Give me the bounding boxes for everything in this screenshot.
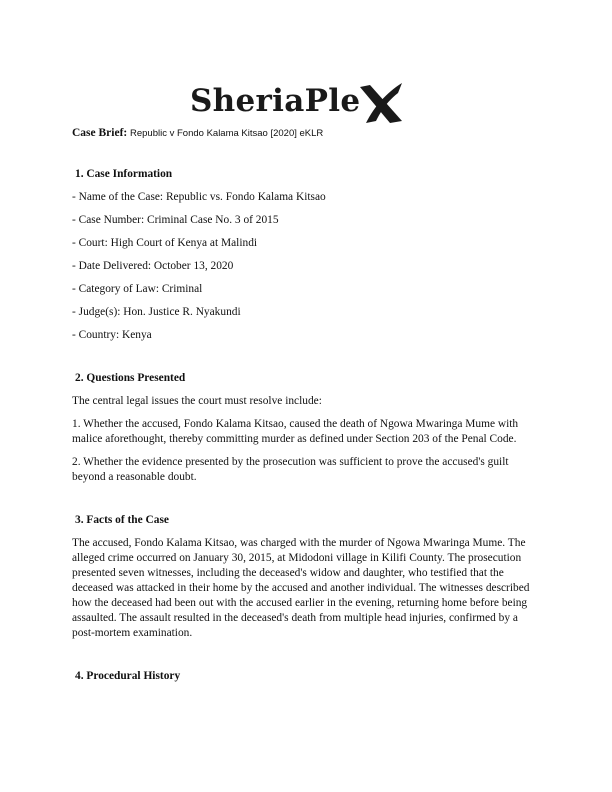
info-case-number: - Case Number: Criminal Case No. 3 of 2015 [72,214,279,226]
facts-body: The accused, Fondo Kalama Kitsao, was charged with the murder of Ngowa Mwaringa Mume. The alleged crime occurred on January 30, 2015, at Midodoni village in Kilifi County. The prosecution presented seven witnesses, including the deceased's widow and daughter, who testified that the deceased was attacked in their home by the accused and another individual. The witnesses described how the deceased had been out with the accused earlier in the evening, returning home before being assaulted. The assault resulted in the deceased's death from multiple head injuries, confirmed by a post-mortem examination. [72,537,530,639]
section-heading: 2. Questions Presented [75,372,186,384]
x-mark-icon [358,81,404,125]
info-case-name: - Name of the Case: Republic vs. Fondo Kalama Kitsao [72,191,326,203]
info-judges: - Judge(s): Hon. Justice R. Nyakundi [72,306,241,318]
section-heading: 1. Case Information [75,168,173,180]
case-brief-title: Republic v Fondo Kalama Kitsao [2020] eKLR [130,128,324,139]
logo-wordmark: SheriaPle [190,83,361,119]
question-item: 1. Whether the accused, Fondo Kalama Kitsao, caused the death of Ngowa Mwaringa Mume with malice aforethought, thereby committing murder as defined under Section 203 of the Penal Code. [72,418,519,445]
document-content [72,167,542,692]
info-court: - Court: High Court of Kenya at Malindi [72,237,258,249]
section-questions-presented [72,371,542,485]
sheriaplex-logo [190,76,404,126]
section-procedural-history [72,669,542,684]
info-category: - Category of Law: Criminal [72,283,203,295]
question-item: 2. Whether the evidence presented by the prosecution was sufficient to prove the accused's guilt beyond a reasonable doubt. [72,456,509,483]
questions-intro: The central legal issues the court must resolve include: [72,395,322,407]
section-facts [72,513,542,641]
case-brief-line [72,127,323,139]
section-heading: 4. Procedural History [75,670,181,682]
section-case-information [72,167,542,343]
info-date-delivered: - Date Delivered: October 13, 2020 [72,260,234,272]
info-country: - Country: Kenya [72,329,152,341]
section-heading: 3. Facts of the Case [75,514,169,526]
case-brief-label: Case Brief: [72,127,128,139]
